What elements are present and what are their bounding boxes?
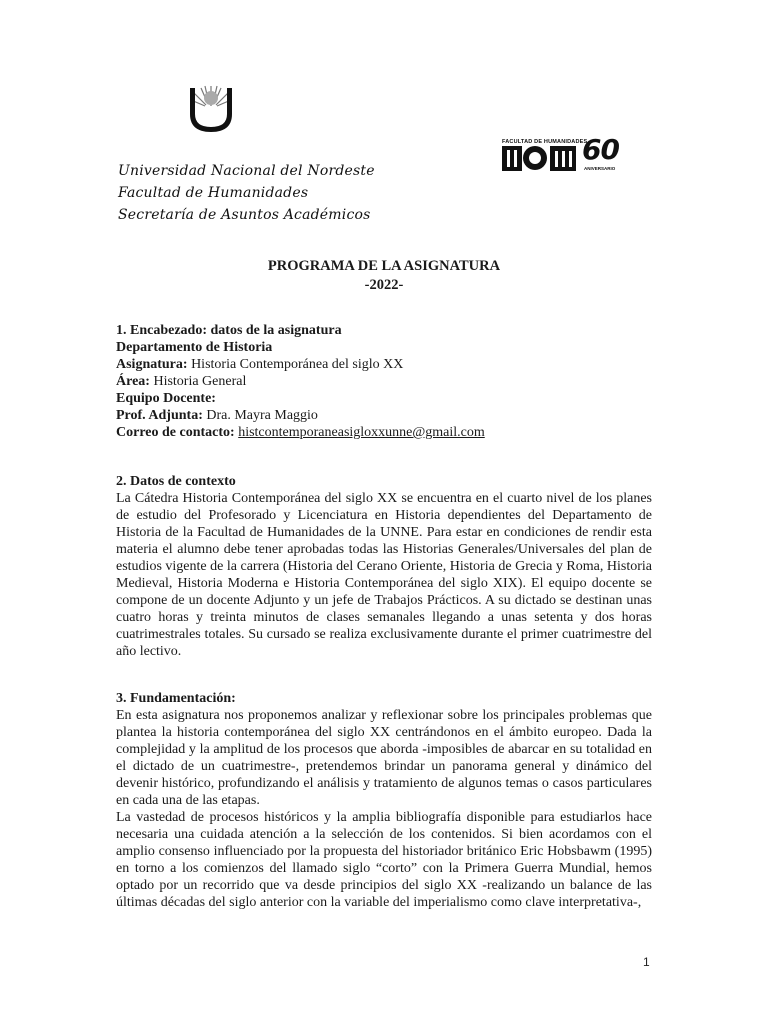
department: Departamento de Historia xyxy=(116,340,273,355)
section-fundamentacion xyxy=(116,690,652,911)
area-label: Área: xyxy=(116,374,150,389)
section-2-heading: 2. Datos de contexto xyxy=(116,474,236,489)
university-name: Universidad Nacional del Nordeste xyxy=(118,163,375,179)
hum-logo-faculty-text: FACULTAD DE HUMANIDADES xyxy=(502,139,588,145)
prof-row xyxy=(116,407,652,424)
page-number: 1 xyxy=(643,955,650,969)
area-value: Historia General xyxy=(149,374,247,389)
equipo-docente-label: Equipo Docente: xyxy=(116,391,216,406)
area-row xyxy=(116,373,652,390)
correo-row xyxy=(116,424,652,441)
title-year: -2022- xyxy=(364,277,404,293)
section-datos-contexto xyxy=(116,473,652,660)
asignatura-value: Historia Contemporánea del siglo XX xyxy=(187,357,404,372)
section-3-paragraph-1: En esta asignatura nos proponemos analizar y reflexionar sobre los principales problemas que plantea la historia contemporánea del siglo XX centrándonos en el ámbito europeo. Dada la complejidad y la amplitud de los procesos que aborda -imposibles de abarcar en su totalidad en el dictado de un cuatrimestre-, pretendemos brindar un panorama general y dinámico del devenir histórico, profundizando el análisis y tratamiento de algunos temas o casos particulares en cada una de las etapas. xyxy=(116,708,652,808)
secretariat-name: Secretaría de Asuntos Académicos xyxy=(118,207,371,223)
hum-logo-number: 60 xyxy=(582,133,619,166)
section-encabezado xyxy=(116,322,652,441)
asignatura-row xyxy=(116,356,652,373)
document-title xyxy=(0,257,768,295)
correo-label: Correo de contacto: xyxy=(116,425,235,440)
prof-value: Dra. Mayra Maggio xyxy=(202,408,318,423)
hum-logo-aniversario: ANIVERSARIO xyxy=(584,166,616,171)
section-3-paragraph-2: La vastedad de procesos históricos y la amplia bibliografía disponible para estudiarlos hace necesaria una cuidada atención a la selección de los contenidos. Si bien acordamos con el amplio consenso influenciado por la propuesta del historiador británico Eric Hobsbawm (1995) en torno a los comienzos del llamado siglo “corto” con la Primera Guerra Mundial, hemos optado por un recorrido que va desde principios del siglo XX -realizando un balance de las últimas décadas del siglo anterior con la variable del imperialismo como clave interpretativa-, xyxy=(116,810,652,910)
humanidades-60-logo xyxy=(502,133,619,173)
asignatura-label: Asignatura: xyxy=(116,357,188,372)
prof-label: Prof. Adjunta: xyxy=(116,408,203,423)
section-1-heading: 1. Encabezado: datos de la asignatura xyxy=(116,323,342,338)
contact-email-link[interactable]: histcontemporaneasigloxxunne@gmail.com xyxy=(238,425,485,440)
section-2-paragraph: La Cátedra Historia Contemporánea del siglo XX se encuentra en el cuarto nivel de los planes de estudio del Profesorado y Licenciatura en Historia dependientes del Departamento de Historia de la Facultad de Humanidades de la UNNE. Para estar en condiciones de rendir esta materia el alumno debe tener aprobadas todas las Historias Generales/Universales del plan de estudios vigente de la carrera (Historia del Cerano Oriente, Historia de Grecia y Roma, Historia Medieval, Historia Moderna e Historia Contemporánea del siglo XIX). El equipo docente se compone de un docente Adjunto y un jefe de Trabajos Prácticos. A su dictado se destinan unas cuatro horas y treinta minutos de clases semanales llegando a unas setenta y dos horas cuatrimestrales totales. Su cursado se realiza exclusivamente durante el primer cuatrimestre del año lectivo. xyxy=(116,491,652,659)
section-3-heading: 3. Fundamentación: xyxy=(116,691,236,706)
title-line-1: PROGRAMA DE LA ASIGNATURA xyxy=(267,258,501,274)
unne-logo xyxy=(186,84,236,134)
institution-text xyxy=(118,160,375,226)
faculty-name: Facultad de Humanidades xyxy=(118,185,309,201)
